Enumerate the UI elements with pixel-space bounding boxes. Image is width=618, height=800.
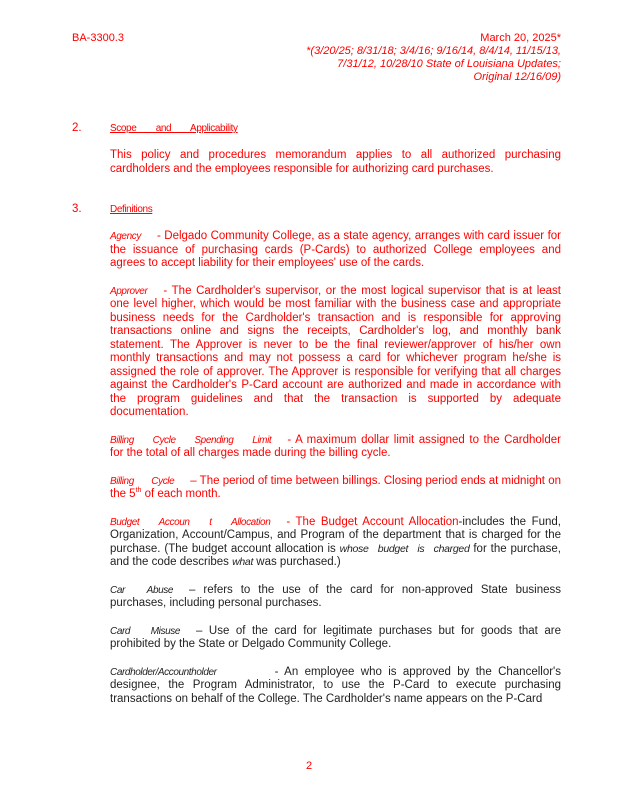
definition-term: Car Abuse (110, 584, 174, 596)
section-title: Scope and Applicability (110, 123, 238, 134)
definition-body: was purchased.) (253, 556, 341, 568)
definition-lead: - The Budget Account Allocation (286, 515, 459, 528)
header-date-block (306, 32, 561, 84)
definition-body: -includes the Fund, Organization, Account/Campus, and Program of the department that is charged for the purchase. (The budget account allocation is (110, 515, 561, 555)
definition-term: Billing Cycle (110, 475, 175, 487)
section-definitions-heading (72, 203, 561, 215)
section-number: 2. (72, 122, 82, 134)
definition-billing-cycle-spending-limit (110, 434, 561, 461)
definition-body-post: of each month. (141, 488, 221, 500)
definition-body: for the purchase, and the code describes (110, 542, 561, 568)
definition-term: Billing Cycle Spending Limit (110, 434, 272, 446)
section-scope-heading (72, 122, 561, 134)
definition-body: - The Cardholder's supervisor, or the most logical supervisor that is at least one level higher, which would be most familiar with the business case and appropriate business needs for the Cardholder's transaction and is responsible for approving transactions online and signs the receipts, Cardholder's log, and monthly bank statement. The Approver is never to be the final reviewer/approver of his/her own monthly transactions and may not possess a card for whichever program he/she is assigned the role of approver. The Approver is responsible for verifying that all charges against the Cardholder's P-Card account are authorized and made in accordance with the program guidelines and that the transaction is supported by adequate documentation. (110, 284, 561, 418)
definition-term: Card Misuse (110, 625, 181, 637)
section-number: 3. (72, 203, 82, 215)
definition-agency (110, 230, 561, 271)
page-number: 2 (305, 760, 313, 772)
date-line: March 20, 2025* (480, 32, 561, 44)
definition-term: Cardholder/Accountholder (110, 666, 217, 678)
doc-number: BA-3300.3 (72, 32, 124, 44)
revision-line-1: *(3/20/25; 8/31/18; 3/4/16; 9/16/14, 8/4/14, 11/15/13, (306, 45, 561, 57)
page-header (72, 32, 561, 84)
definition-body: - A maximum dollar limit assigned to the Cardholder for the total of all charges made during the billing cycle. (110, 433, 561, 459)
section-title: Definitions (110, 204, 153, 215)
definition-body: - An employee who is approved by the Chancellor's designee, the Program Administrator, to use the P-Card to execute purchasing transactions on behalf of the College. The Cardholder's name appears on the P-Card (110, 665, 561, 705)
italic-phrase: whose budget is charged (339, 542, 470, 555)
definition-billing-cycle (110, 475, 561, 502)
definition-body: - Delgado Community College, as a state agency, arranges with card issuer for the issuance of purchasing cards (P-Cards) to authorized College employees and agrees to accept liability for their employees' use of the cards. (110, 230, 561, 269)
revision-line-2: 7/31/12, 10/28/10 State of Louisiana Updates; (337, 58, 561, 70)
ordinal-superscript: th (135, 487, 142, 495)
document-body (72, 122, 561, 718)
definition-card-abuse (110, 584, 561, 611)
italic-phrase: what (232, 556, 254, 568)
definition-term: Budget Accoun t Allocation (110, 516, 271, 528)
definition-budget-account-allocation (110, 516, 561, 570)
definition-body: – refers to the use of the card for non-approved State business purchases, including personal purchases. (110, 583, 562, 609)
scope-paragraph: This policy and procedures memorandum applies to all authorized purchasing cardholders and the employees responsible for authorizing card purchases. (110, 149, 561, 175)
definition-approver (110, 285, 561, 420)
definition-term: Approver (110, 285, 148, 297)
definition-cardholder-accountholder (110, 666, 561, 707)
definition-card-misuse (110, 625, 561, 652)
definition-term: Agency (110, 231, 141, 242)
revision-history (306, 45, 561, 84)
definition-body: – Use of the card for legitimate purchases but for goods that are prohibited by the State or Delgado Community College. (110, 624, 561, 650)
revision-line-3: Original 12/16/09) (473, 71, 561, 83)
definition-body-pre: – The period of time between billings. Closing period ends at midnight on the 5 (110, 474, 561, 500)
